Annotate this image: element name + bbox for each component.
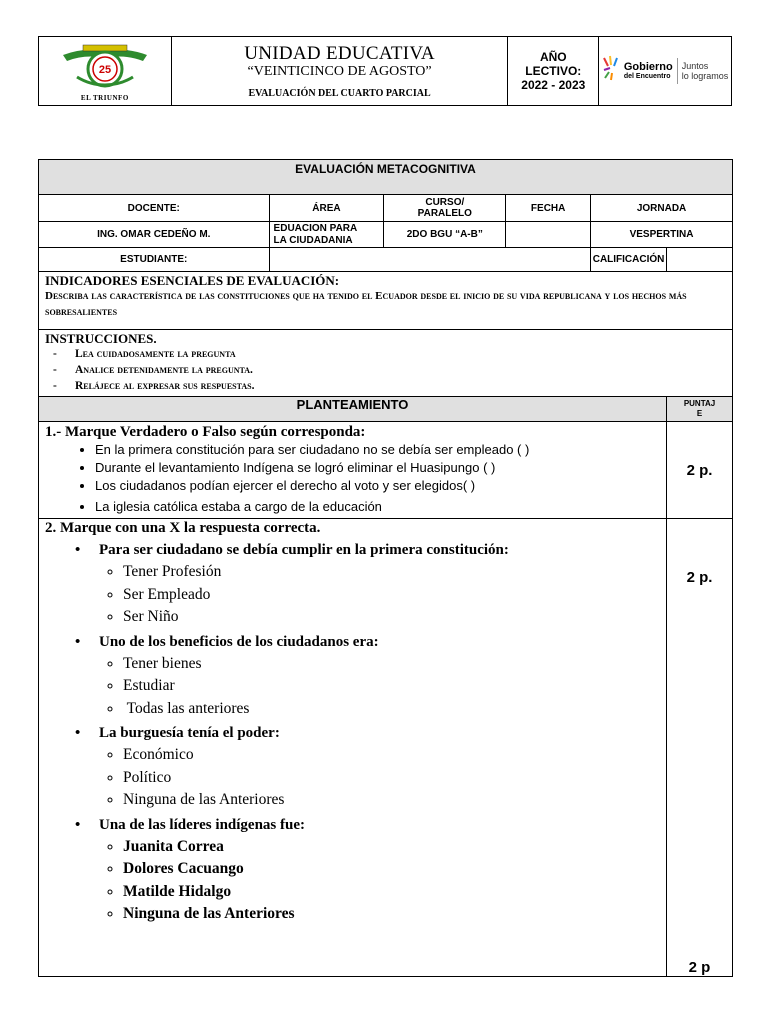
area-label: ÁREA bbox=[269, 195, 384, 222]
true-false-item[interactable]: • Los ciudadanos podían ejercer el derecho al voto y ser elegidos( ) bbox=[95, 477, 660, 495]
answer-option[interactable]: ◦ Todas las anteriores bbox=[123, 698, 660, 721]
subquestion: • La burguesía tenía el poder: bbox=[75, 722, 660, 744]
year-value: 2022 - 2023 bbox=[521, 78, 586, 92]
calificacion-label: CALIFICACIÓN bbox=[591, 248, 667, 272]
area-value-line1: EDUACION PARA bbox=[273, 222, 358, 234]
fecha-label: FECHA bbox=[506, 195, 591, 222]
school-crest-icon bbox=[55, 41, 155, 89]
question-1-score: 2 p. bbox=[667, 422, 733, 519]
answer-option[interactable]: ◦ Tener bienes bbox=[123, 653, 660, 676]
year-label-2: LECTIVO: bbox=[525, 64, 582, 78]
answer-option[interactable]: ◦ Económico bbox=[123, 744, 660, 767]
subquestion: • Para ser ciudadano se debía cumplir en la primera constitución: bbox=[75, 539, 660, 561]
government-motto-2: lo logramos bbox=[681, 71, 729, 81]
evaluation-form bbox=[38, 159, 733, 977]
answer-option[interactable]: ◦ Dolores Cacuango bbox=[123, 858, 660, 881]
puntaje-heading bbox=[667, 397, 733, 422]
planteamiento-heading: PLANTEAMIENTO bbox=[39, 397, 667, 422]
answer-option[interactable]: ◦ Juanita Correa bbox=[123, 836, 660, 859]
true-false-item[interactable]: • En la primera constitución para ser ciudadano no se debía ser empleado ( ) bbox=[95, 441, 660, 459]
true-false-item[interactable]: • La iglesia católica estaba a cargo de la educación bbox=[95, 498, 660, 516]
instructions-heading: INSTRUCCIONES. bbox=[45, 331, 157, 346]
answer-option[interactable]: ◦ Político bbox=[123, 767, 660, 790]
school-subtitle: “VEINTICINCO DE AGOSTO” bbox=[247, 63, 432, 79]
government-divider bbox=[677, 58, 678, 84]
curso-label-line1: CURSO/ bbox=[425, 197, 465, 208]
evaluation-title: EVALUACIÓN DEL CUARTO PARCIAL bbox=[248, 87, 431, 99]
instruction-item: - Lea cuidadosamente la pregunta bbox=[53, 346, 726, 362]
government-logo-cell bbox=[599, 37, 732, 106]
fecha-field[interactable] bbox=[506, 222, 591, 248]
curso-value: 2DO BGU “A-B” bbox=[384, 222, 506, 248]
area-value-line2: LA CIUDADANIA bbox=[273, 234, 353, 246]
docente-value: ING. OMAR CEDEÑO M. bbox=[39, 222, 270, 248]
answer-option[interactable]: ◦ Tener Profesión bbox=[123, 561, 660, 584]
subquestion: • Una de las líderes indígenas fue: bbox=[75, 814, 660, 836]
area-value bbox=[269, 222, 384, 248]
form-title: EVALUACIÓN METACOGNITIVA bbox=[39, 160, 733, 195]
government-name: Gobierno bbox=[623, 61, 673, 73]
jornada-value: VESPERTINA bbox=[591, 222, 733, 248]
year-label-1: AÑO bbox=[539, 50, 567, 64]
answer-option[interactable]: ◦ Ninguna de las Anteriores bbox=[123, 789, 660, 812]
puntaje-heading-line1: PUNTAJ bbox=[683, 399, 716, 408]
indicators-text: Describa las característica de las constituciones que ha tenido el Ecuador desde el inicio de su vida republicana y los hechos más sobresalientes bbox=[45, 290, 687, 318]
question-1 bbox=[39, 422, 667, 519]
answer-option[interactable]: ◦ Estudiar bbox=[123, 675, 660, 698]
question-2-score-cell bbox=[667, 519, 733, 977]
question-1-title: 1.- Marque Verdadero o Falso según corresponda: bbox=[45, 424, 366, 440]
answer-option[interactable]: ◦ Matilde Hidalgo bbox=[123, 881, 660, 904]
logo-caption: EL TRIUNFO bbox=[80, 93, 129, 102]
school-year-cell bbox=[508, 37, 599, 106]
calificacion-field[interactable] bbox=[667, 248, 733, 272]
government-logo-icon bbox=[602, 54, 620, 88]
puntaje-heading-line2: E bbox=[696, 409, 703, 418]
indicators-heading: INDICADORES ESENCIALES DE EVALUACIÓN: bbox=[45, 273, 340, 288]
answer-option[interactable]: ◦ Ser Niño bbox=[123, 606, 660, 629]
instructions-block bbox=[39, 330, 733, 397]
curso-label-line2: PARALELO bbox=[417, 208, 472, 219]
docente-label: DOCENTE: bbox=[39, 195, 270, 222]
subquestion: • Uno de los beneficios de los ciudadanos era: bbox=[75, 631, 660, 653]
svg-text:25: 25 bbox=[98, 63, 111, 76]
government-motto-1: Juntos bbox=[681, 61, 709, 71]
government-name-sub: del Encuentro bbox=[623, 73, 671, 80]
answer-option[interactable]: ◦ Ninguna de las Anteriores bbox=[123, 903, 660, 926]
document-header bbox=[38, 36, 732, 106]
question-2-score: 2 p. bbox=[686, 569, 713, 586]
curso-label bbox=[384, 195, 506, 222]
true-false-item[interactable]: • Durante el levantamiento Indígena se logró eliminar el Huasipungo ( ) bbox=[95, 459, 660, 477]
estudiante-label: ESTUDIANTE: bbox=[39, 248, 270, 272]
question-2 bbox=[39, 519, 667, 977]
indicators-block bbox=[39, 272, 733, 330]
instruction-item: - Relájece al expresar sus respuestas. bbox=[53, 378, 726, 394]
school-title-cell bbox=[171, 37, 508, 106]
question-2-title: 2. Marque con una X la respuesta correcta. bbox=[45, 520, 321, 536]
answer-option[interactable]: ◦ Ser Empleado bbox=[123, 584, 660, 607]
school-name: UNIDAD EDUCATIVA bbox=[244, 42, 435, 64]
jornada-label: JORNADA bbox=[591, 195, 733, 222]
instruction-item: - Analice detenidamente la pregunta. bbox=[53, 362, 726, 378]
question-2-score-bottom: 2 p bbox=[688, 959, 711, 976]
school-logo-cell bbox=[39, 37, 172, 106]
estudiante-field[interactable] bbox=[269, 248, 591, 272]
